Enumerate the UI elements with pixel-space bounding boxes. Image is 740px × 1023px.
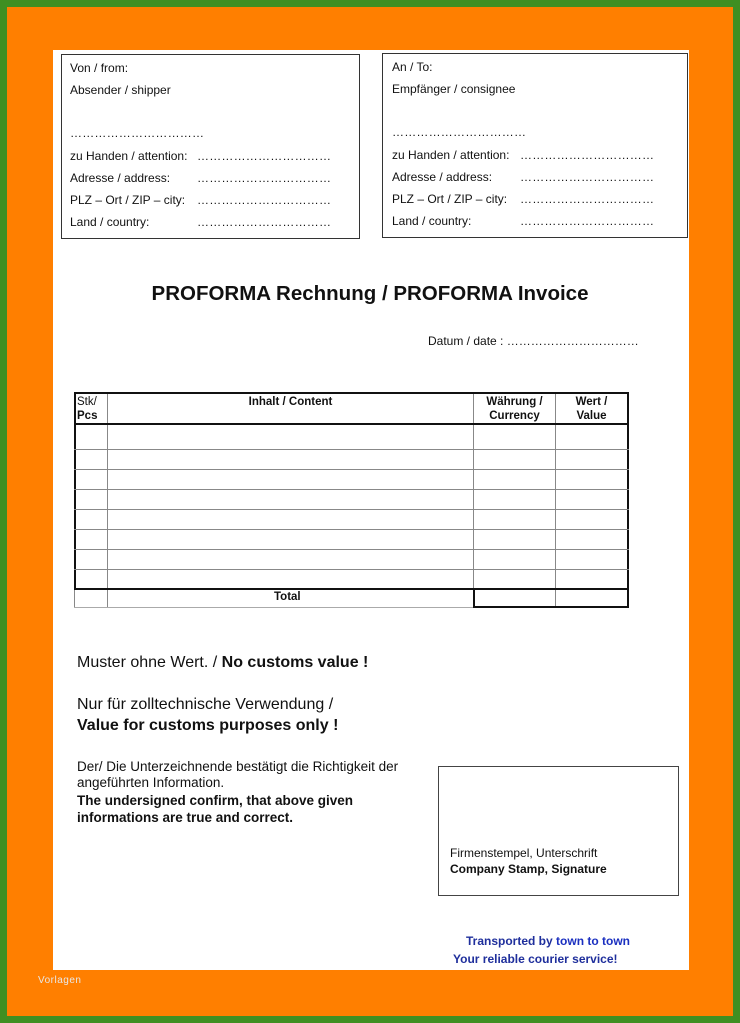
sender-address-label: Adresse / address:: [70, 171, 171, 185]
recipient-attention-field[interactable]: ……………………………: [520, 148, 655, 162]
sender-name-field[interactable]: ……………………………: [70, 126, 205, 140]
header-bottom-line: [74, 423, 629, 425]
transported-by-line: [466, 934, 630, 948]
recipient-address-box: [382, 53, 688, 238]
items-table: [74, 392, 629, 608]
recipient-header: An / To:: [392, 60, 433, 74]
col-header-currency-1: Währung /: [486, 396, 543, 408]
row-line: [74, 449, 629, 450]
sender-address-field[interactable]: ……………………………: [197, 171, 332, 185]
no-value-plain: Muster ohne Wert. /: [77, 654, 222, 671]
rows-bottom-line: [74, 588, 629, 590]
sender-subheader: Absender / shipper: [70, 83, 171, 97]
recipient-country-field[interactable]: ……………………………: [520, 214, 655, 228]
recipient-city-label: PLZ – Ort / ZIP – city:: [392, 192, 508, 206]
watermark-text: Vorlagen: [38, 975, 82, 986]
recipient-attention-label: zu Handen / attention:: [392, 148, 510, 162]
date-field[interactable]: Datum / date : ……………………………: [428, 334, 639, 348]
customs-use-de: Nur für zolltechnische Verwendung /: [77, 696, 334, 713]
sender-city-label: PLZ – Ort / ZIP – city:: [70, 193, 186, 207]
total-box-bottom: [473, 606, 629, 608]
row-line: [74, 529, 629, 530]
total-label: Total: [274, 591, 301, 603]
no-customs-value-note: [77, 654, 368, 672]
transported-by-text: Transported by: [466, 934, 557, 948]
recipient-country-label: Land / country:: [392, 214, 472, 228]
sender-attention-label: zu Handen / attention:: [70, 149, 188, 163]
total-row-bottom: [74, 607, 474, 608]
courier-slogan: Your reliable courier service!: [453, 952, 618, 966]
sender-city-field[interactable]: ……………………………: [197, 193, 332, 207]
sender-country-field[interactable]: ……………………………: [197, 215, 332, 229]
stamp-signature-box[interactable]: [438, 766, 679, 896]
no-value-bold: No customs value !: [221, 654, 369, 671]
col-header-value-2: Value: [576, 410, 607, 422]
sender-attention-field[interactable]: ……………………………: [197, 149, 332, 163]
col-header-qty-2: Pcs: [77, 410, 98, 422]
table-border-left: [74, 392, 76, 589]
col-header-qty-1: Stk/: [77, 396, 97, 408]
recipient-name-field[interactable]: ……………………………: [392, 125, 527, 139]
confirmation-de: Der/ Die Unterzeichnende bestätigt die Richtigkeit der angeführten Information.: [77, 759, 399, 790]
table-border-top: [74, 392, 629, 394]
sender-address-box: [61, 54, 360, 239]
brand-name: town to town: [556, 934, 631, 948]
sender-country-label: Land / country:: [70, 215, 150, 229]
table-border-left-total: [74, 589, 75, 608]
customs-use-en: Value for customs purposes only !: [77, 717, 339, 734]
stamp-label-de: Firmenstempel, Unterschrift: [450, 846, 598, 860]
col-header-value-1: Wert /: [575, 396, 608, 408]
recipient-city-field[interactable]: ……………………………: [520, 192, 655, 206]
row-line: [74, 469, 629, 470]
row-line: [74, 489, 629, 490]
confirmation-en: The undersigned confirm, that above given informations are true and correct.: [77, 793, 354, 825]
recipient-address-label: Adresse / address:: [392, 170, 493, 184]
row-line: [74, 569, 629, 570]
recipient-subheader: Empfänger / consignee: [392, 82, 516, 96]
row-line: [74, 509, 629, 510]
stamp-label-en: Company Stamp, Signature: [450, 862, 607, 876]
document-title: PROFORMA Rechnung / PROFORMA Invoice: [151, 282, 589, 305]
col-header-content: Inhalt / Content: [248, 396, 333, 408]
row-line: [74, 549, 629, 550]
sender-header: Von / from:: [70, 61, 129, 75]
recipient-address-field[interactable]: ……………………………: [520, 170, 655, 184]
col-header-currency-2: Currency: [489, 410, 540, 422]
